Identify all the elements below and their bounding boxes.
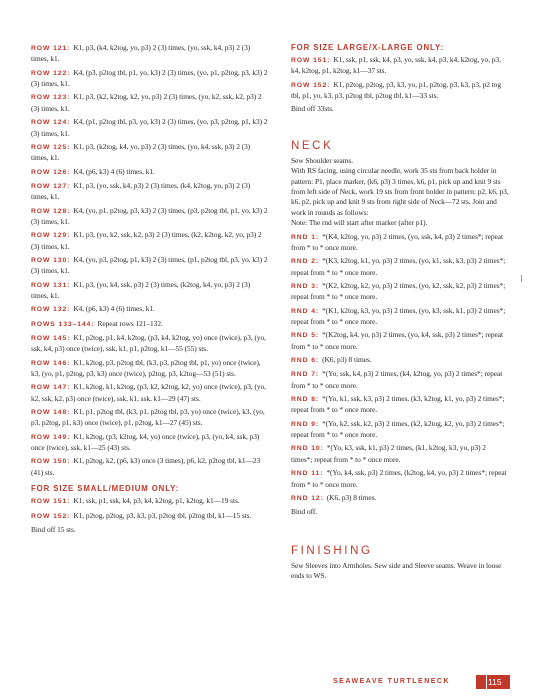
pattern-row-text: K1, p3, (k2tog, k4, yo, p3) 2 (3) times, (yo, k4, ssk, p3) 2 (3) times, k1. xyxy=(31,141,251,163)
small-bind-off: Bind off 15 sts. xyxy=(31,524,76,534)
pattern-row-label: ROW 125: xyxy=(31,143,71,151)
neck-round-text: *(K3, k2tog, k1, yo, p3) 2 times, (yo, k1, ssk, k3, p3) 2 times*; repeat from * to * once more. xyxy=(291,256,506,277)
neck-round-label: RND 12: xyxy=(291,494,324,502)
neck-round-label: RND 8: xyxy=(291,396,320,404)
small-size-heading: FOR SIZE SMALL/MEDIUM ONLY: xyxy=(31,484,180,494)
neck-round xyxy=(291,493,509,504)
large-size-row-label: ROW 151: xyxy=(291,57,331,64)
pattern-row xyxy=(31,92,269,114)
neck-round-text: (K6, p3) 8 times. xyxy=(322,355,372,365)
neck-round xyxy=(291,355,509,366)
pattern-row xyxy=(31,333,269,355)
small-row-list xyxy=(31,496,269,522)
large-row-list xyxy=(291,55,509,102)
pattern-row xyxy=(31,167,269,178)
pattern-row xyxy=(31,43,269,65)
pattern-row xyxy=(31,456,269,478)
pattern-row-label: ROW 149: xyxy=(31,433,71,441)
pattern-row xyxy=(31,280,269,302)
pattern-row xyxy=(31,407,269,429)
neck-round xyxy=(291,256,509,278)
page-number: 115 xyxy=(488,677,502,687)
pattern-row xyxy=(31,68,269,90)
neck-round xyxy=(291,419,509,441)
pattern-row xyxy=(31,255,269,277)
neck-round-label: RND 5: xyxy=(291,332,320,340)
neck-round-label: RND 3: xyxy=(291,282,320,290)
pattern-row xyxy=(31,181,269,203)
pattern-row-label: ROW 122: xyxy=(31,69,71,77)
pattern-row-text: K1, p1, p2tog tbl, (k3, p1, p2tog tbl, p3, yo) once (twice), k3, (yo, p3, p2tog, p1, k3) once (twice), p1, p2tog, k1—27 (45) sts. xyxy=(31,407,265,428)
neck-round xyxy=(291,443,509,465)
pattern-row-text: K4, (p6, k3) 4 (6) times, k1. xyxy=(73,166,155,176)
left-column xyxy=(31,43,269,538)
neck-intro-3: Note: The rnd will start after marker (after p1). xyxy=(291,218,428,228)
neck-bind-off: Bind off. xyxy=(291,507,318,517)
pattern-row-text: K4, (p3, p2tog tbl, p1, yo, k3) 2 (3) times, (yo, p1, p2tog, p3, k3) 2 (3) times, k1. xyxy=(31,67,268,89)
neck-round-text: *(K2tog, k4, yo, p3) 2 times, (yo, k4, ssk, p3) 2 times*; repeat from * to * once more. xyxy=(291,330,503,351)
pattern-row xyxy=(31,358,269,380)
pattern-row xyxy=(31,432,269,454)
pattern-row xyxy=(31,319,269,330)
margin-mark xyxy=(521,275,522,282)
pattern-row-text: K1, p2tog, k2, (p6, k3) once (3 times), p6, k2, p2tog tbl, k1—23 (41) sts. xyxy=(31,456,261,477)
pattern-row-label: ROWS 133–144: xyxy=(31,320,95,328)
neck-round xyxy=(291,394,509,416)
pattern-row-label: ROW 150: xyxy=(31,458,71,466)
pattern-row-text: K1, p3, (yo, ssk, k4, p3) 2 (3) times, (k4, k2tog, yo, p3) 2 (3) times, k1. xyxy=(31,180,251,202)
neck-round xyxy=(291,281,509,303)
large-size-row xyxy=(291,55,509,77)
round-list xyxy=(291,232,509,505)
small-size-row xyxy=(31,496,269,507)
small-size-row xyxy=(31,511,269,522)
neck-round-text: *(Yo, ssk, k4, p3) 2 times, (k4, k2tog, yo, p3) 2 times*; repeat from * to * once more. xyxy=(291,369,503,390)
right-column xyxy=(291,43,509,584)
pattern-row-label: ROW 145: xyxy=(31,334,71,342)
pattern-row xyxy=(31,304,269,315)
small-size-row-label: ROW 151: xyxy=(31,498,71,506)
pattern-row-label: ROW 124: xyxy=(31,119,71,127)
pattern-row-text: K1, p3, (k4, k2tog, yo, p3) 2 (3) times, (yo, ssk, k4, p3) 2 (3) times, k1. xyxy=(31,43,251,64)
neck-intro-2: With RS facing, using circular needle, work 35 sts from back holder in pattern: P1, place marker, (k6, p3) 3 times, k6, p1, pick up and knit 9 sts from left side of Neck, work 19 sts from front holder in pattern: p2, k6, p3, k6, p2, pick up and knit 9 sts from right side of Neck—72 sts. Join and work in rounds as follows: xyxy=(291,166,509,217)
large-size-row-text: K1, p2tog, p2tog, p3, k3, yo, p1, p2tog, p3, k3, p3, p2 tog tbl, p1, yo, k3, p3, p2tog tbl, p2tog tbl, k1—33 sts. xyxy=(291,79,501,101)
pattern-row-text: Repeat rows 121–132. xyxy=(97,318,163,328)
neck-round-label: RND 11: xyxy=(291,470,324,478)
page-number-box xyxy=(476,675,510,689)
neck-round-text: *(K1, k2tog, k3, yo, p3) 2 times, (yo, k3, ssk, k1, p3) 2 times*; repeat from * to * once more. xyxy=(291,305,506,327)
pattern-row xyxy=(31,206,269,228)
pattern-row-label: ROW 123: xyxy=(31,94,71,102)
neck-round xyxy=(291,330,509,352)
pattern-row-label: ROW 146: xyxy=(31,359,71,367)
neck-round-label: RND 10: xyxy=(291,445,324,453)
neck-round-text: *(Yo, k2, ssk, k2, p3) 2 times, (k2, k2tog, k2, yo, p3) 2 times*; repeat from * to * once more. xyxy=(291,418,505,440)
pattern-row-label: ROW 130: xyxy=(31,256,71,264)
large-size-row-text: K1, ssk, p1, ssk, k4, p3, yo, ssk, k4, p3, k4, k2tog, yo, p3, k4, k2tog, p1, k2tog, k1—37 sts. xyxy=(291,55,501,76)
pattern-row-text: K1, k2tog, k1, k2tog, (p3, k2, k2tog, k2, yo) once (twice), p3, (yo, k2, ssk, k2, p3) once (twice), ssk, k1, ssk, k1—29 (47) sts. xyxy=(31,382,266,403)
neck-round-label: RND 4: xyxy=(291,307,320,315)
pattern-row xyxy=(31,230,269,252)
pattern-row-text: K1, p2tog, p1, k4, k2tog, (p3, k4, k2tog, yo) once (twice), p3, (yo, ssk, k4, p3) once (twice), ssk, k1, p1, p2tog, k1—55 (55) sts. xyxy=(31,332,266,354)
pattern-row-label: ROW 148: xyxy=(31,409,71,417)
left-row-list xyxy=(31,43,269,478)
pattern-row-label: ROW 127: xyxy=(31,182,71,190)
footer-title: SEAWEAVE TURTLENECK xyxy=(333,678,451,685)
neck-round-label: RND 1: xyxy=(291,233,320,241)
pattern-row xyxy=(31,142,269,164)
large-bind-off: Bind off 33sts. xyxy=(291,104,334,114)
pattern-row-label: ROW 132: xyxy=(31,306,71,314)
neck-round-text: *(Yo, k3, ssk, k1, p3) 2 times, (k1, k2tog, k3, yo, p3) 2 times*; repeat from * to * once more. xyxy=(291,443,486,464)
pattern-row-text: K1, p3, (k2, k2tog, k2, yo, p3) 2 (3) times, (yo, k2, ssk, k2, p3) 2 (3) times, k1. xyxy=(31,92,262,113)
pattern-row-text: K1, k2tog, (p3, k2tog, k4, yo) once (twice), p3, (yo, k4, ssk, p3) once (twice), ssk, k1—25 (43) sts. xyxy=(31,431,260,453)
neck-round-text: (K6, p3) 8 times. xyxy=(326,492,377,502)
neck-round-label: RND 2: xyxy=(291,258,320,266)
neck-intro-1: Sew Shoulder seams. xyxy=(291,155,354,165)
large-size-heading: FOR SIZE LARGE/X-LARGE ONLY: xyxy=(291,43,444,52)
neck-heading: NECK xyxy=(291,139,334,152)
finishing-heading: FINISHING xyxy=(291,544,373,557)
pattern-row xyxy=(31,382,269,404)
pattern-row-label: ROW 131: xyxy=(31,281,71,289)
pattern-row-text: K4, (yo, p1, p2tog, p3, k3) 2 (3) times, (p3, p2tog tbl, p1, yo, k3) 2 (3) times, k1. xyxy=(31,205,268,226)
neck-round-text: *(Yo, k4, ssk, p3) 2 times, (k2tog, k4, yo, p3) 2 times*; repeat from * to * once more. xyxy=(291,468,507,489)
small-size-row-label: ROW 152: xyxy=(31,512,71,520)
pattern-row-label: ROW 126: xyxy=(31,168,71,176)
pattern-row-label: ROW 129: xyxy=(31,232,71,240)
pattern-row xyxy=(31,117,269,139)
pattern-row-text: K1, k2tog, p3, p2tog tbl, (k3, p3, p2tog tbl, p1, yo) once (twice), k3, (yo, p1, p2tog, p3, k3) once (twice), p2tog, p3, k2tog—53 (51) sts. xyxy=(31,357,261,379)
large-size-row-label: ROW 152: xyxy=(291,81,331,89)
pattern-row-text: K1, p3, (yo, k4, ssk, p3) 2 (3) times, (k2tog, k4, yo, p3) 2 (3) times, k1. xyxy=(31,279,251,301)
neck-round-label: RND 9: xyxy=(291,420,320,428)
pattern-row-text: K4, (p6, k3) 4 (6) times, k1. xyxy=(73,304,155,314)
neck-round-label: RND 6: xyxy=(291,357,320,365)
neck-round-text: *(K2, k2tog, k2, yo, p3) 2 times, (yo, k2, ssk, k2, p3) 2 times*; repeat from * to * once more. xyxy=(291,280,506,302)
page-number-square xyxy=(476,675,487,689)
neck-round xyxy=(291,468,509,490)
neck-round-label: RND 7: xyxy=(291,371,320,379)
pattern-row-text: K4, (yo, p3, p2tog, p1, k3) 2 (3) times, (p1, p2tog tbl, p3, yo, k3) 2 (3) times, k1. xyxy=(31,254,268,276)
neck-round-text: *(Yo, k1, ssk, k3, p3) 2 times, (k3, k2tog, k1, yo, p3) 2 times*; repeat from * to * once more. xyxy=(291,394,505,415)
large-size-row xyxy=(291,80,509,102)
pattern-row-label: ROW 121: xyxy=(31,45,71,52)
neck-round-text: *(K4, k2tog, yo, p3) 2 times, (yo, ssk, k4, p3) 2 times*; repeat from * to * once more. xyxy=(291,231,503,252)
pattern-row-text: K1, p3, (yo, k2, ssk, k2, p3) 2 (3) times, (k2, k2tog, k2, yo, p3) 2 (3) times, k1. xyxy=(31,230,262,251)
finishing-text: Sew Sleeves into Armholes. Sew side and Sleeve seams. Weave in loose ends to WS. xyxy=(291,560,502,580)
pattern-row-text: K4, (p1, p2tog tbl, p3, yo, k3) 2 (3) times, (yo, p3, p2tog, p1, k3) 2 (3) times, k1. xyxy=(31,117,268,138)
pattern-row-label: ROW 147: xyxy=(31,384,71,392)
neck-round xyxy=(291,306,509,328)
small-size-row-text: K1, p2tog, p2tog, p3, k3, p3, p2tog tbl, p2tog tbl, k1—15 sts. xyxy=(73,510,252,520)
neck-round xyxy=(291,369,509,391)
neck-round xyxy=(291,232,509,254)
pattern-row-label: ROW 128: xyxy=(31,207,71,215)
small-size-row-text: K1, ssk, p1, ssk, k4, p3, k4, k2tog, p1, k2tog, k1—19 sts. xyxy=(73,496,240,506)
